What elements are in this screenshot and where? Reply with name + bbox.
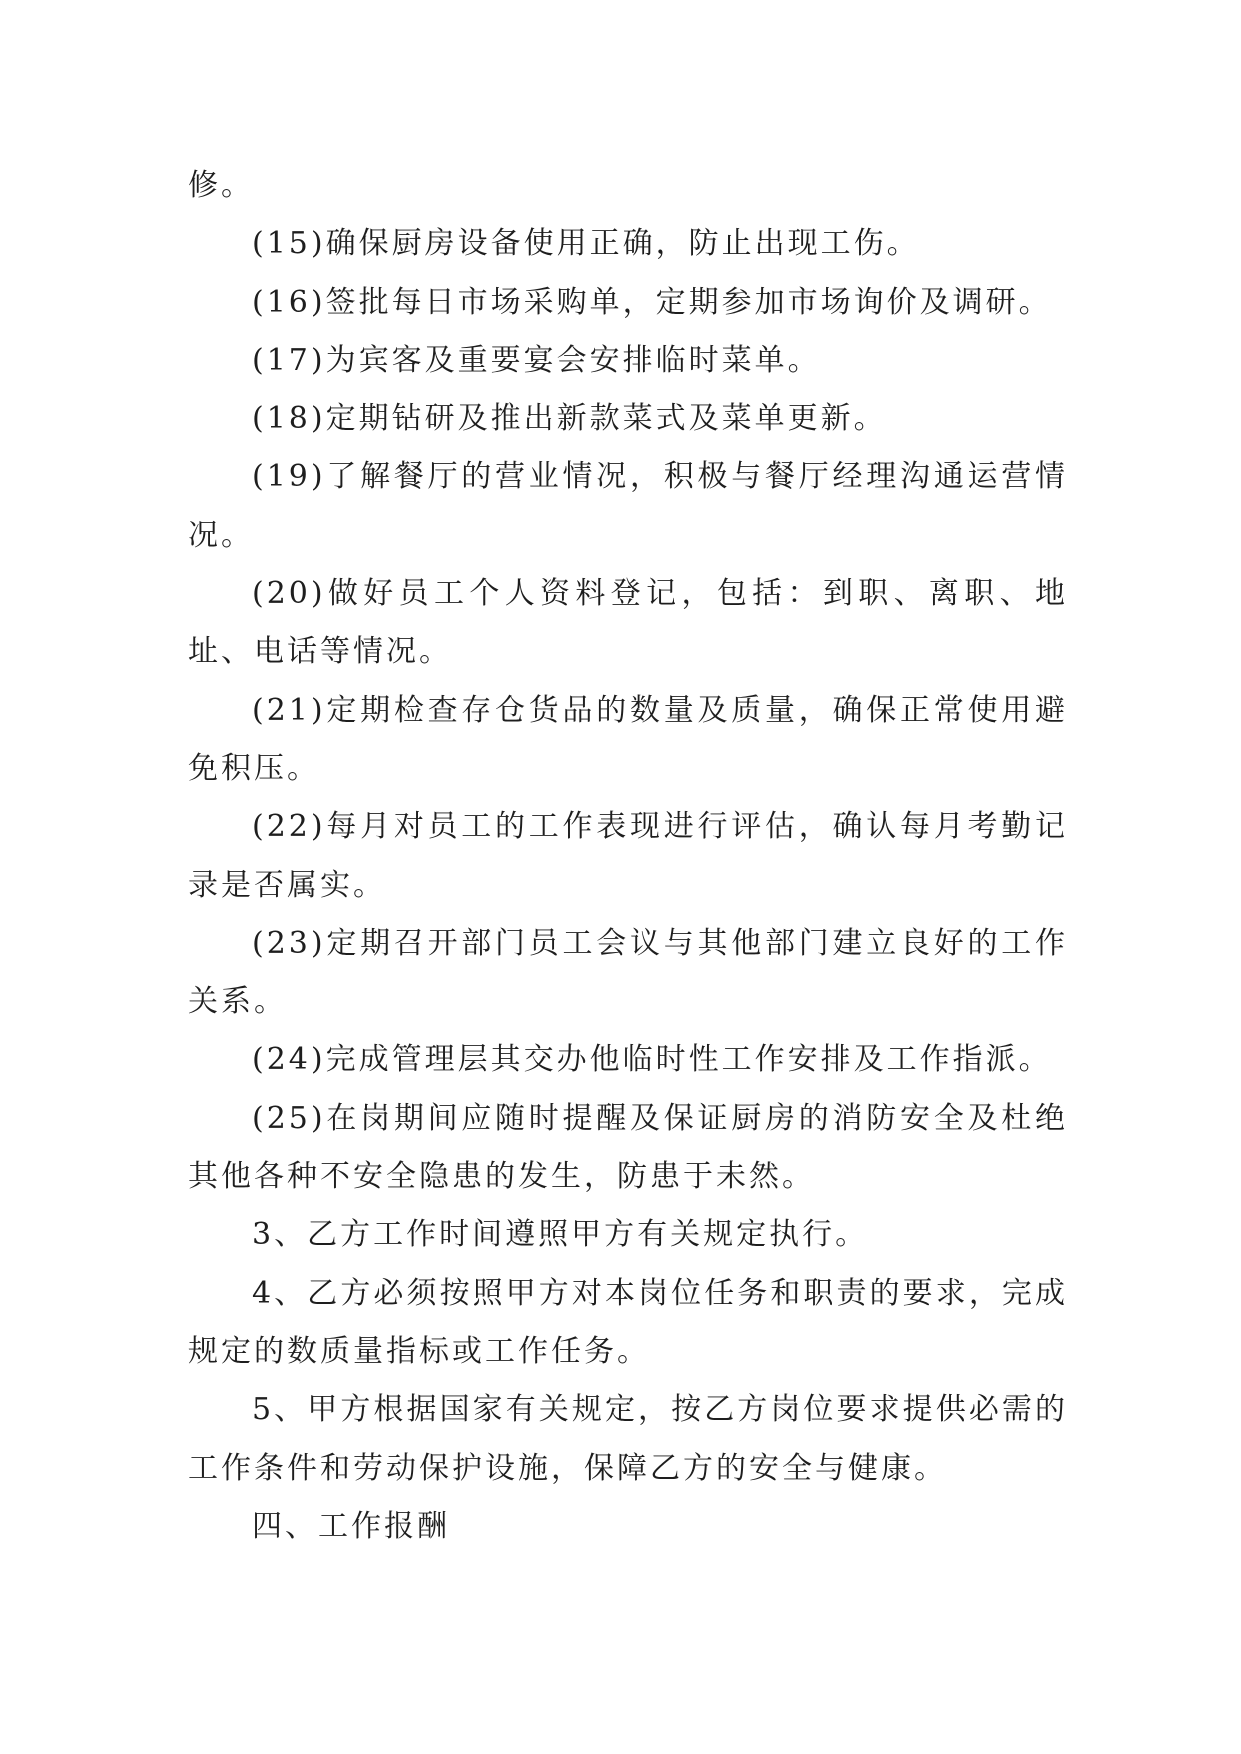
paragraph-item-23: (23)定期召开部门员工会议与其他部门建立良好的工作关系。	[188, 925, 1068, 1020]
paragraph-item-22: (22)每月对员工的工作表现进行评估，确认每月考勤记录是否属实。	[188, 809, 1068, 903]
paragraph-item-25: (25)在岗期间应随时提醒及保证厨房的消防安全及杜绝其他各种不安全隐患的发生，防患于未然。	[188, 1100, 1068, 1195]
paragraph-item-16: (16)签批每日市场采购单，定期参加市场询价及调研。	[252, 284, 1052, 320]
paragraph-item-15: (15)确保厨房设备使用正确，防止出现工伤。	[252, 226, 920, 262]
paragraph-clause-4: 4、乙方必须按照甲方对本岗位任务和职责的要求，完成规定的数质量指标或工作任务。	[188, 1275, 1068, 1369]
paragraph-item-19: (19)了解餐厅的营业情况，积极与餐厅经理沟通运营情况。	[188, 459, 1068, 553]
paragraph-clause-3: 3、乙方工作时间遵照甲方有关规定执行。	[252, 1217, 869, 1253]
document-body	[188, 157, 1068, 1556]
paragraph-continuation: 修。	[188, 168, 254, 203]
paragraph-item-24: (24)完成管理层其交办他临时性工作安排及工作指派。	[252, 1042, 1052, 1078]
paragraph-item-18: (18)定期钻研及推出新款菜式及菜单更新。	[252, 401, 887, 437]
paragraph-item-21: (21)定期检查存仓货品的数量及质量，确保正常使用避免积压。	[188, 692, 1068, 786]
paragraph-item-17: (17)为宾客及重要宴会安排临时菜单。	[252, 342, 821, 378]
paragraph-clause-5: 5、甲方根据国家有关规定，按乙方岗位要求提供必需的工作条件和劳动保护设施，保障乙方的安全与健康。	[188, 1392, 1068, 1486]
section-heading-4: 四、工作报酬	[252, 1508, 450, 1544]
paragraph-item-20: (20)做好员工个人资料登记，包括：到职、离职、地址、电话等情况。	[188, 576, 1068, 670]
